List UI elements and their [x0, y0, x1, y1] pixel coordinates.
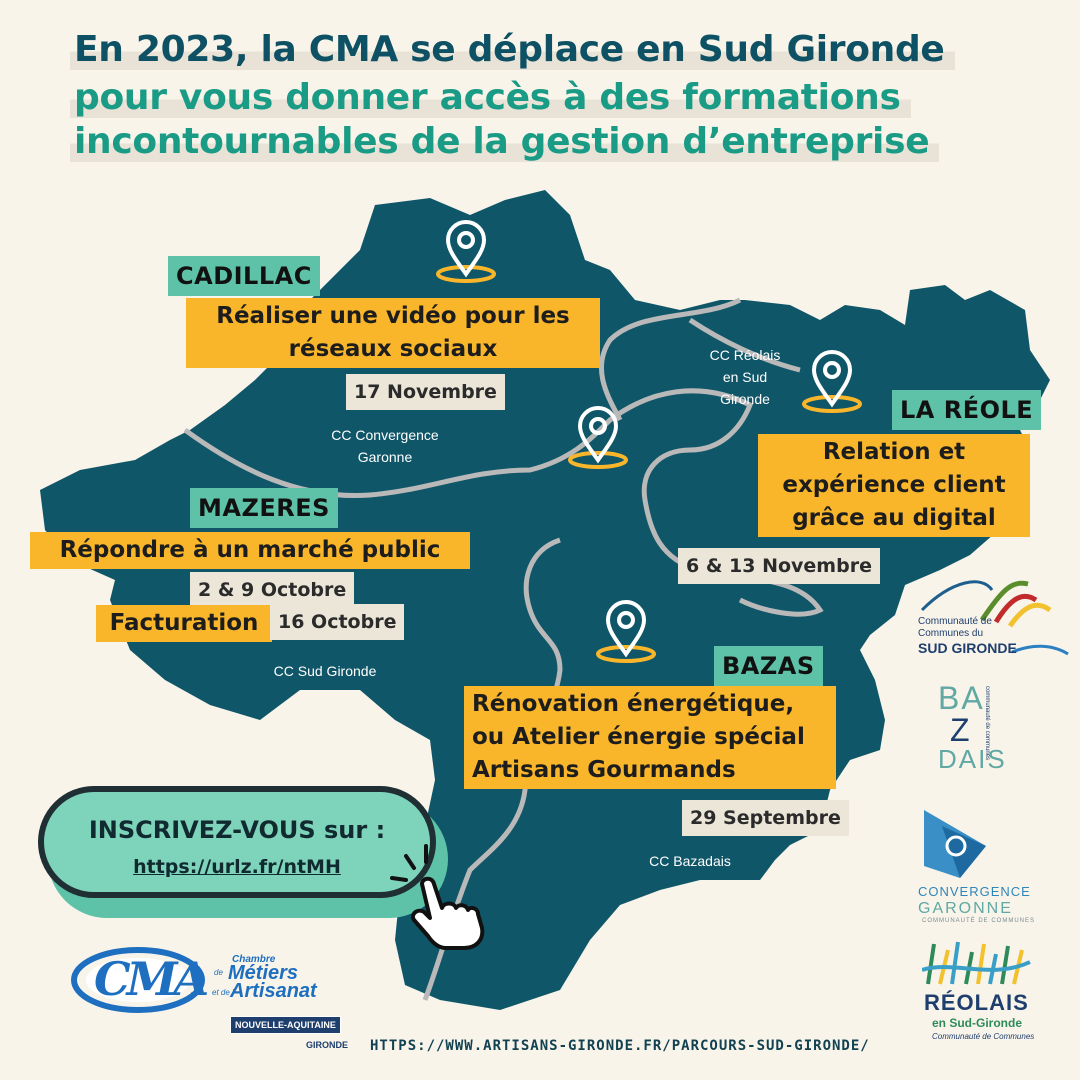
- event-bazas: Rénovation énergétique, ou Atelier énergie spécial Artisans Gourmands: [464, 686, 836, 789]
- area-label-bazadais: CC Bazadais: [649, 853, 731, 869]
- area-label-sud-gironde: CC Sud Gironde: [273, 663, 377, 679]
- title-line-2: pour vous donner accès à des formations: [70, 76, 911, 120]
- city-badge-cadillac: CADILLAC: [168, 256, 320, 296]
- city-badge-mazeres: MAZERES: [190, 488, 338, 528]
- event-mazeres-facturation: Facturation: [96, 605, 272, 642]
- logo-reolais: RÉOLAIS en Sud-Gironde Communauté de Communes: [912, 940, 1042, 1052]
- area-label-reolais: CC Réolais en Sud Gironde: [709, 347, 781, 407]
- logo-sud-gironde: Communauté de Communes du SUD GIRONDE: [912, 570, 1072, 662]
- cma-letters: CMA: [94, 952, 206, 1006]
- city-badge-lareole: LA RÉOLE: [892, 390, 1041, 430]
- logo-convergence: CONVERGENCE GARONNE COMMUNAUTÉ DE COMMUNES: [914, 806, 1044, 928]
- register-link[interactable]: https://urlz.fr/ntMH: [133, 856, 341, 878]
- reolais-lines-icon: [922, 940, 1032, 986]
- footer-url[interactable]: HTTPS://WWW.ARTISANS-GIRONDE.FR/PARCOURS-SUD-GIRONDE/: [370, 1038, 870, 1054]
- date-lareole: 6 & 13 Novembre: [678, 548, 880, 584]
- convergence-emblem-icon: [920, 806, 990, 882]
- logo-bazadais: BA Z DAIS communauté de communes: [938, 680, 1007, 774]
- event-cadillac: Réaliser une vidéo pour les réseaux sociaux: [186, 298, 600, 368]
- date-mazeres: 2 & 9 Octobre: [190, 572, 354, 608]
- date-mazeres-facturation: 16 Octobre: [270, 604, 404, 640]
- register-title: INSCRIVEZ-VOUS sur :: [88, 816, 386, 844]
- area-label-convergence: CC Convergence Garonne: [331, 427, 439, 465]
- cma-logo: CMA Chambre de Métiers et de l' Artisanat NOUVELLE-AQUITAINE GIRONDE: [70, 940, 360, 1060]
- pointing-hand-icon: [384, 842, 494, 952]
- register-button[interactable]: [38, 786, 436, 898]
- event-lareole: Relation et expérience client grâce au digital: [758, 434, 1030, 537]
- event-mazeres: Répondre à un marché public: [30, 532, 470, 569]
- title-line-3: incontournables de la gestion d’entreprise: [70, 120, 939, 164]
- date-bazas: 29 Septembre: [682, 800, 849, 836]
- city-badge-bazas: BAZAS: [714, 646, 823, 686]
- date-cadillac: 17 Novembre: [346, 374, 505, 410]
- title-line-1: En 2023, la CMA se déplace en Sud Gironde: [70, 28, 955, 72]
